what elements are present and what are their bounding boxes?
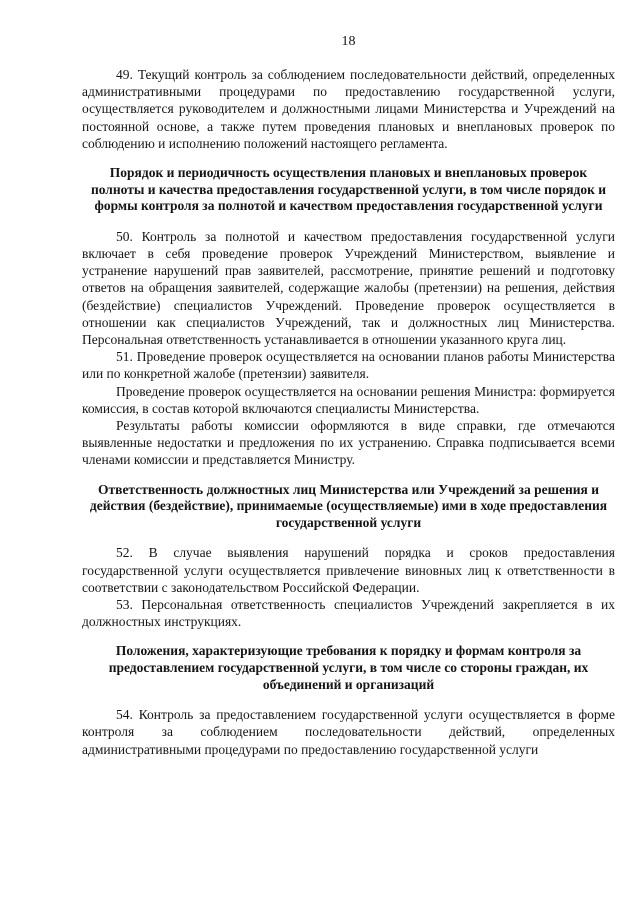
paragraph-51-commission: Проведение проверок осуществляется на основании решения Министра: формируется комиссия, в состав которой включаются специалисты Министерства. xyxy=(82,383,615,416)
paragraph-54: 54. Контроль за предоставлением государственной услуги осуществляется в форме контроля за соблюдением последовательности действий, определенных административными процедурами по предоставлению государственной услуги xyxy=(82,707,615,757)
paragraph-50: 50. Контроль за полнотой и качеством предоставления государственной услуги включает в себя проведение проверок Учреждений Министерством, выявление и устранение нарушений прав заявителей, рассмотрение, принятие решений и подготовку ответов на обращения заявителей, содержащие жалобы (претензии) на решения, действия (бездействие) специалистов Учреждений. Проведение проверок осуществляется в отношении как специалистов Учреждений, так и должностных лиц Министерства. Персональная ответственность устанавливается в отношении указанного круга лиц. xyxy=(82,228,615,348)
page-number: 18 xyxy=(341,34,356,49)
document-page xyxy=(82,0,615,905)
paragraph-51: 51. Проведение проверок осуществляется на основании планов работы Министерства или по конкретной жалобе (претензии) заявителя. xyxy=(82,349,615,382)
paragraph-52: 52. В случае выявления нарушений порядка и сроков предоставления государственной услуги осуществляется привлечение виновных лиц к ответственности в соответствии с законодательством Российской Федерации. xyxy=(82,545,615,595)
paragraph-53: 53. Персональная ответственность специалистов Учреждений закрепляется в их должностных инструкциях. xyxy=(82,597,615,630)
document-body xyxy=(82,66,615,758)
section-heading-control-requirements: Положения, характеризующие требования к порядку и формам контроля за предоставлением государственной услуги, в том числе со стороны граждан, их объединений и организаций xyxy=(108,643,589,692)
section-heading-inspections: Порядок и периодичность осуществления плановых и внеплановых проверок полноты и качества предоставления государственной услуги, в том числе порядок и формы контроля за полнотой и качеством предоставления государственной услуги xyxy=(90,165,607,214)
paragraph-49: 49. Текущий контроль за соблюдением последовательности действий, определенных административными процедурами по предоставлению государственной услуги, осуществляется руководителем и должностными лицами Министерства и Учреждений на постоянной основе, а также путем проведения плановых и внеплановых проверок по соблюдению и исполнению положений настоящего регламента. xyxy=(82,67,615,151)
section-heading-responsibility: Ответственность должностных лиц Министерства или Учреждений за решения и действия (бездействие), принимаемые (осуществляемые) ими в ходе предоставления государственной услуги xyxy=(89,481,608,530)
paragraph-51-results: Результаты работы комиссии оформляются в виде справки, где отмечаются выявленные недостатки и предложения по их устранению. Справка подписывается всеми членами комиссии и представляется Министру. xyxy=(82,418,615,468)
